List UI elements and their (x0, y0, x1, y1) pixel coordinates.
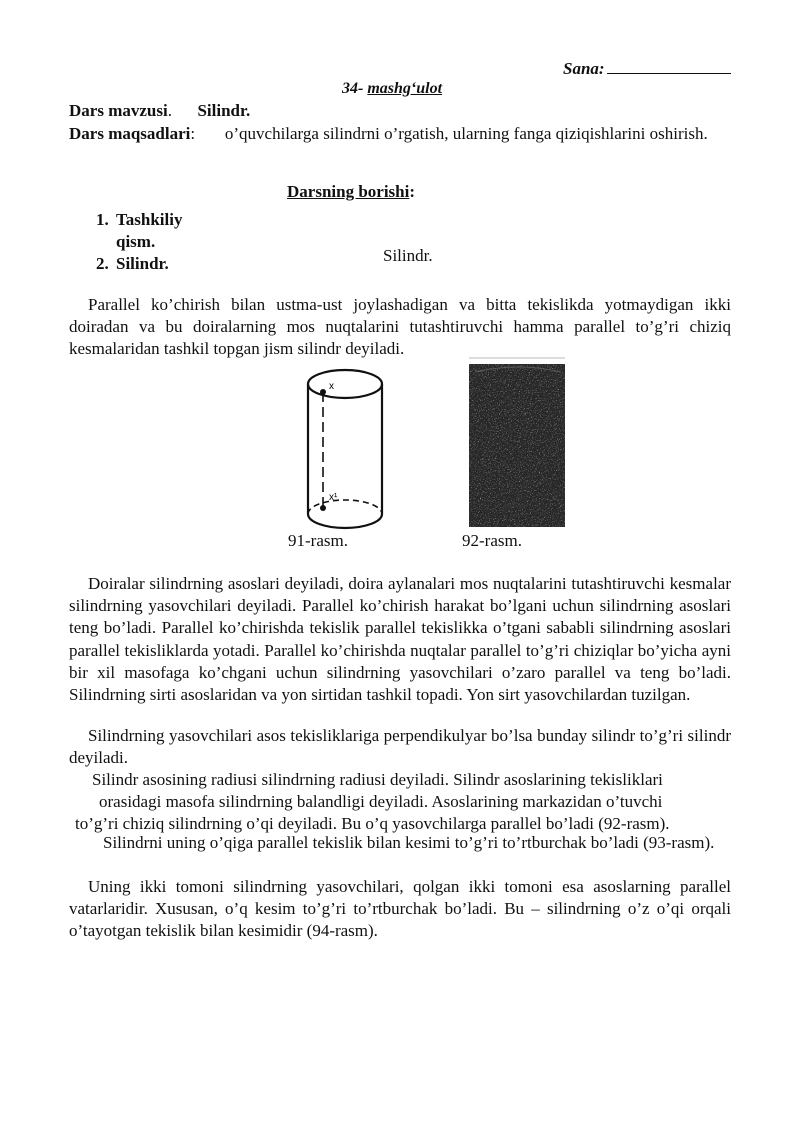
cylinder-bottom-back-arc (308, 500, 382, 514)
date-blank-line (607, 58, 731, 74)
paragraph-right-cylinder: Silindrning yasovchilari asos tekisliklariga perpendikulyar bo’lsa bunday silindr to’g’ri silindr deyiladi. (69, 726, 731, 768)
step-number: 2. (96, 254, 109, 273)
paragraph-bases: Doiralar silindrning asoslari deyiladi, doira aylanalari mos nuqtalarini tutashtiruvchi kesmalar silindrning yasovchilari deyiladi. Parallel ko’chirish harakat bo’lgani uchun silindrning asoslari teng bo’ladi. Parallel ko’chirishda tekislik parallel tekislikka o’tgani sababli silindrning asoslari parallel tekisliklarda yotadi. Parallel ko’chirishda nuqtalar parallel to’g’ri chiziqlar bo’yicha ayni bir xil masofaga ko’chgani uchun silindrning yasovchilari o’zaro parallel va teng bo’ladi. Silindrning sirti asoslaridan va yon sirtidan tashkil topadi. Yon sirt yasovchilardan tuzilgan. (69, 574, 731, 705)
cylinder-top-ellipse (308, 370, 382, 398)
cylinder-photo-figure (465, 356, 569, 531)
radius-line-1: Silindr asosining radiusi silindrning radiusi deyiladi. Silindr asoslarining tekisliklari (92, 770, 663, 789)
step-text: Tashkiliy qism. (116, 210, 183, 251)
step-text: Silindr. (116, 254, 169, 273)
lesson-goals: Dars maqsadlari: o’quvchilarga silindrni o’rgatish, ularning fanga qiziqishlarini oshirish. (69, 124, 708, 143)
step-number: 1. (96, 210, 109, 229)
axis-bottom-point (320, 505, 326, 511)
date-field (563, 58, 731, 79)
date-label: Sana: (563, 59, 605, 78)
cylinder-bottom-front-arc (308, 514, 382, 528)
lesson-heading (342, 80, 442, 98)
paragraph-definition: Parallel ko’chirish bilan ustma-ust joylashadigan va bitta tekislikda yotmaydigan ikki doiradan va bu doiralarning mos nuqtalarini tutashtiruvchi hamma parallel to’g’ri chiziq kesmalaridan tashkil topgan jism silindr deyiladi. (69, 295, 731, 359)
procedure-title: Darsning borishi: (287, 182, 416, 201)
steps-list (96, 209, 206, 275)
goals-text: o’quvchilarga silindrni o’rgatish, ularning fanga qiziqishlarini oshirish. (224, 124, 708, 143)
radius-line-3: to’g’ri chiziq silindrning o’qi deyiladi. Bu o’q yasovchilarga parallel bo’ladi (92-rasm). (75, 814, 670, 834)
topic-value: Silindr. (197, 101, 251, 120)
axis-top-label: x (329, 381, 334, 392)
radius-line-2: orasidagi masofa silindrning balandligi deyiladi. Asoslarining markazidan o’tuvchi (99, 792, 663, 812)
procedure-title-text: Darsning borishi (287, 182, 410, 201)
axis-bottom-label: x¹ (329, 492, 338, 503)
axis-top-point (320, 389, 326, 395)
paragraph-section: Silindrni uning o’qiga parallel tekislik bilan kesimi to’g’ri to’rtburchak bo’ladi (93-rasm). (103, 833, 715, 852)
photo-grain (469, 364, 565, 527)
list-item (96, 209, 206, 253)
list-item (96, 253, 206, 275)
paragraph-axial-section: Uning ikki tomoni silindrning yasovchilari, qolgan ikki tomoni esa asoslarning parallel vatarlaridir. Xususan, o’q kesim to’g’ri to’rtburchak bo’ladi. Bu – silindrning o’z o’qi orqali o’tayotgan tekislik bilan kesimidir (94-rasm). (69, 877, 731, 941)
lesson-word: mashg‘ulot (367, 80, 443, 97)
lesson-topic: Dars mavzusi. Silindr. (69, 101, 251, 120)
paragraph-radius-height (75, 769, 731, 836)
topic-label: Dars mavzusi (69, 101, 168, 120)
section-title: Silindr. (383, 246, 433, 265)
goals-label: Dars maqsadlari (69, 124, 191, 143)
lesson-number: 34- (342, 80, 364, 97)
figure-caption-91: 91-rasm. (288, 531, 348, 550)
cylinder-figure (299, 362, 391, 534)
figure-caption-92: 92-rasm. (462, 531, 522, 550)
